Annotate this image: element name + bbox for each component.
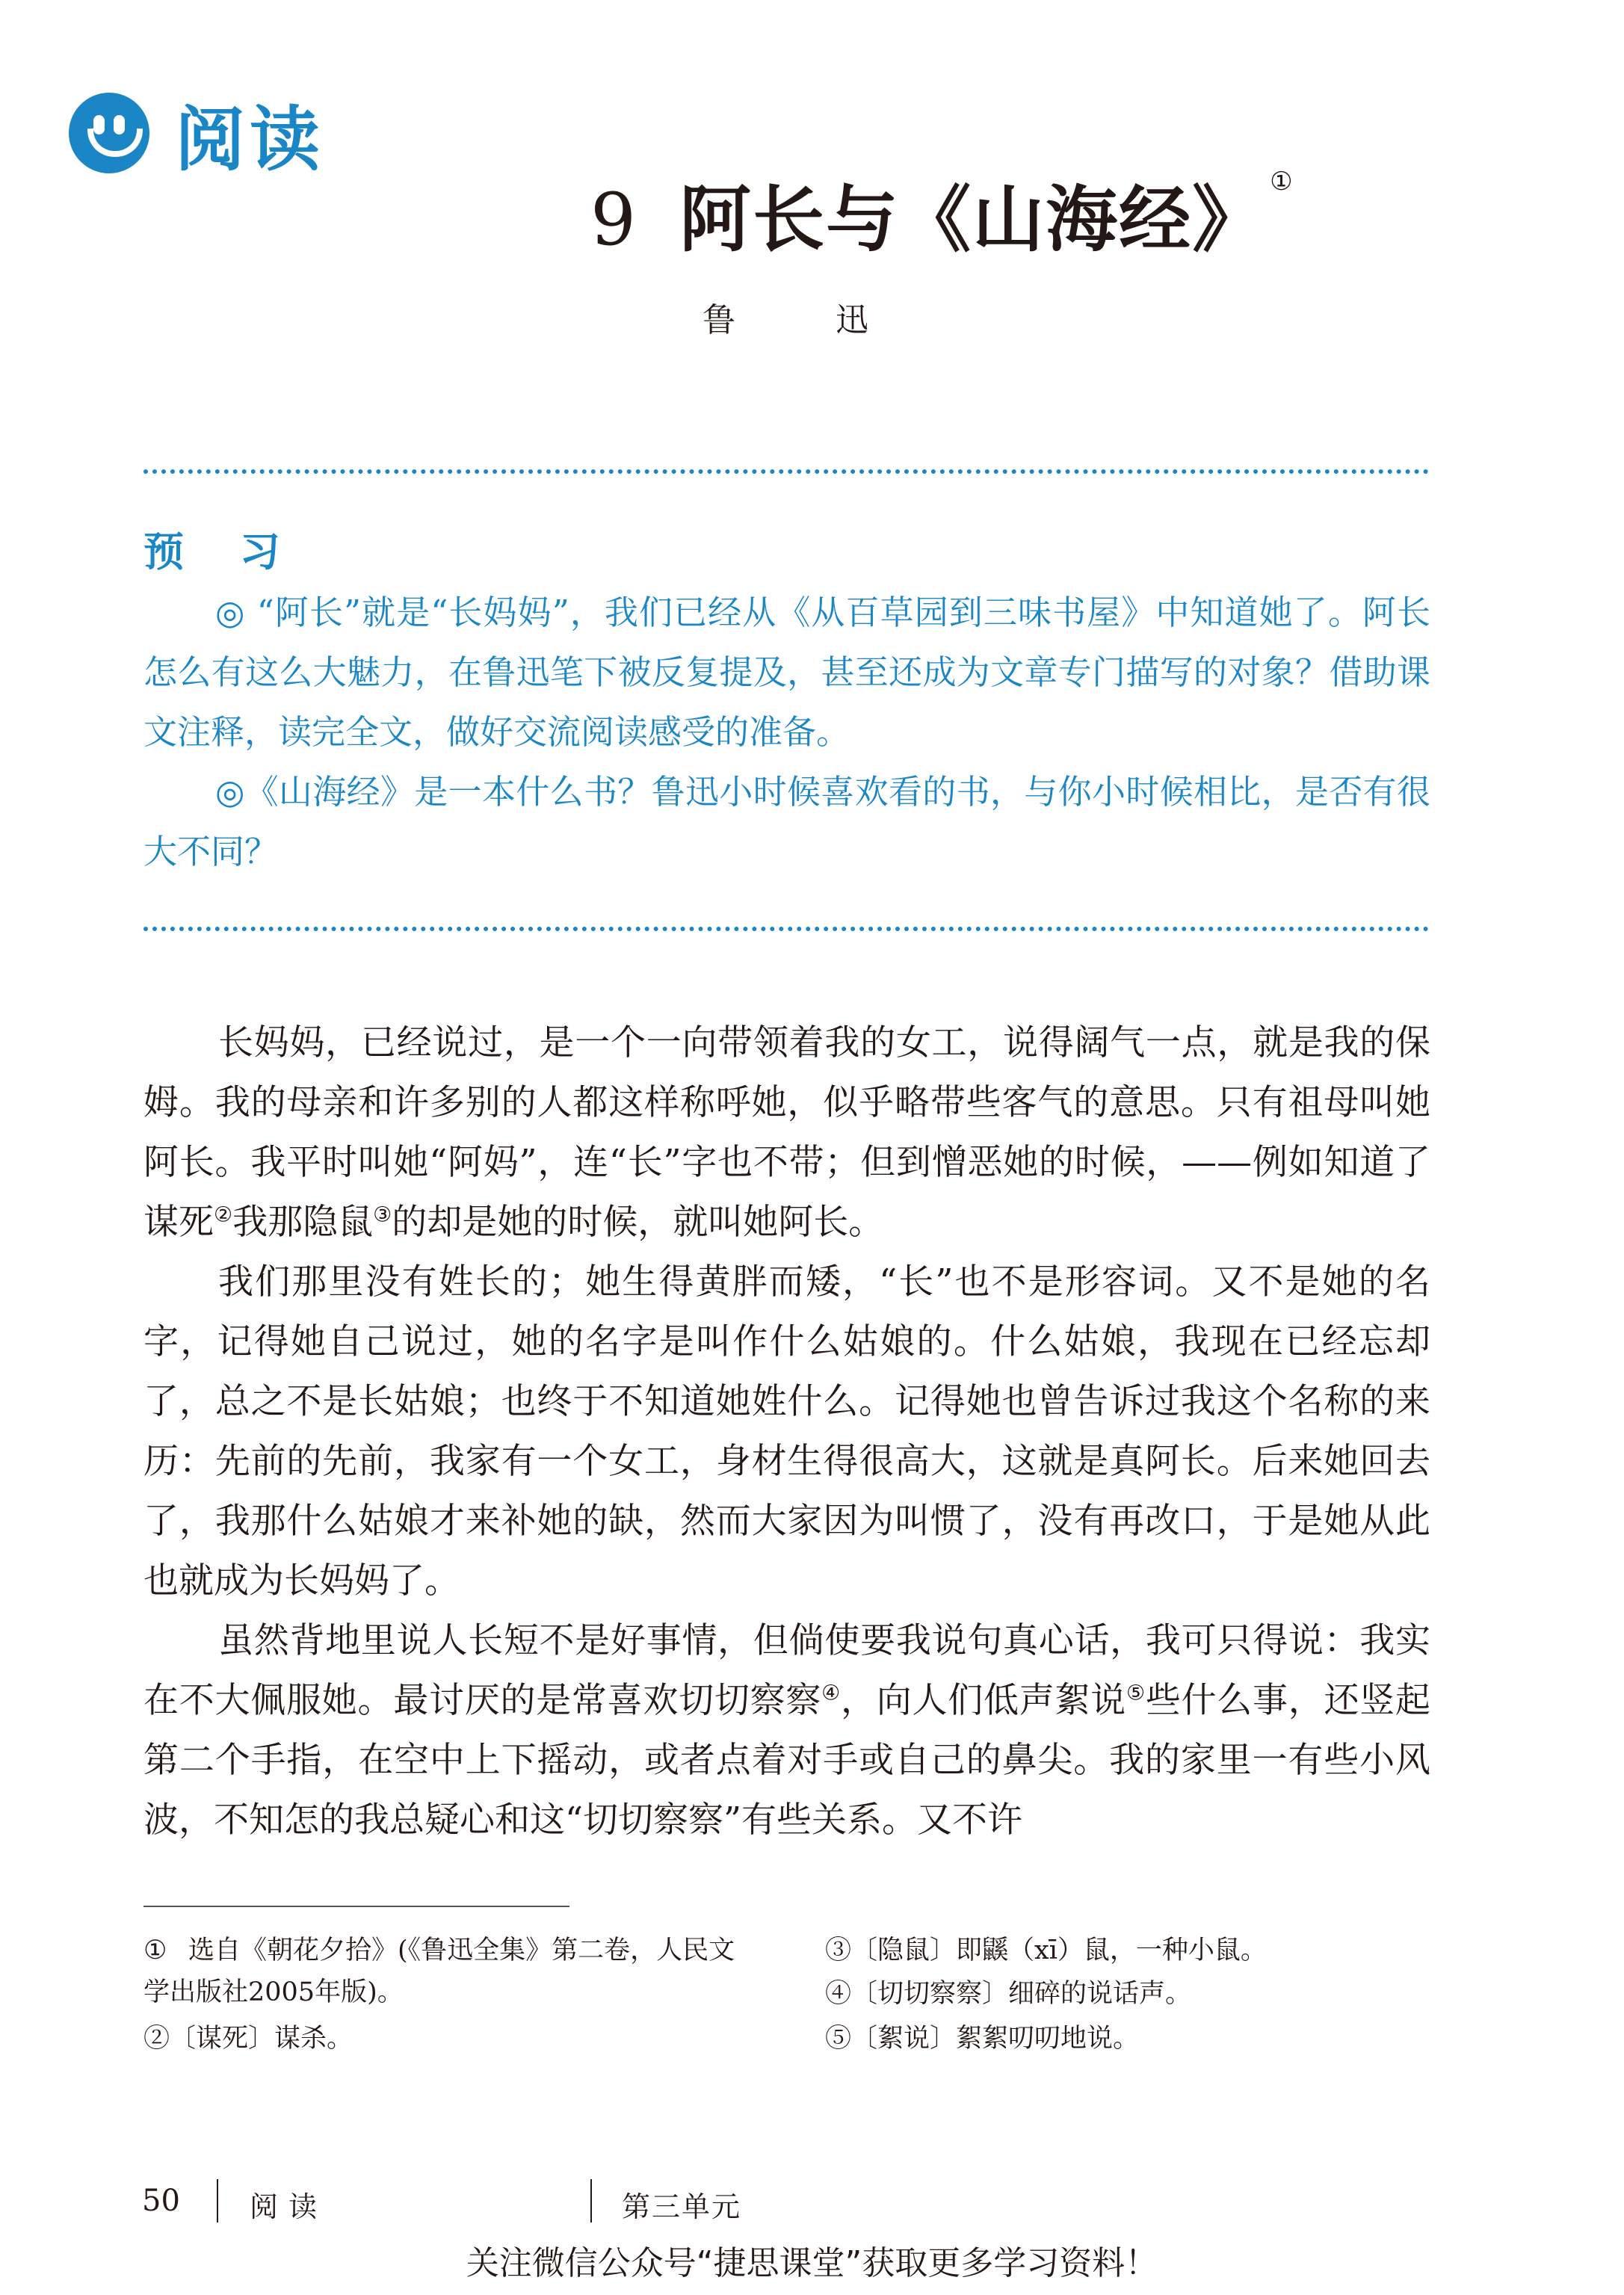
footnote-3: ③〔隐鼠〕即鼷（xī）鼠，一种小鼠。 <box>825 1936 1267 1965</box>
preview-paragraph: ◎ “阿长”就是“长妈妈”，我们已经从《从百草园到三味书屋》中知道她了。阿长怎么有这么大魅力，在鲁迅笔下被反复提及，甚至还成为文章专门描写的对象？借助课文注释，读完全文，做好交流阅读感受的准备。 <box>143 593 1430 752</box>
footnote-ref-2: ② <box>214 1202 233 1227</box>
section-title: 阅读 <box>175 99 325 181</box>
body-paragraph-1: 长妈妈，已经说过，是一个一向带领着我的女工，说得阔气一点，就是我的保姆。我的母亲和许多别的人都这样称呼她，似乎略带些客气的意思。只有祖母叫她阿长。我平时叫她“阿妈”，连“长”字也不带；但到憎恶她的时候，——例如知道了谋死②我那隐鼠③的却是她的时候，就叫她阿长。 <box>143 1022 1430 1243</box>
footnote-ref-3: ③ <box>373 1202 392 1227</box>
lesson-title <box>590 163 1294 265</box>
footer-divider <box>590 2179 592 2223</box>
smiley-icon <box>69 93 149 173</box>
footnote-ref-4: ④ <box>821 1680 841 1705</box>
preview-bottom-divider <box>143 927 1429 931</box>
author: 鲁 迅 <box>703 301 913 339</box>
footer-section: 阅读 <box>250 2190 328 2223</box>
preview-top-divider <box>143 469 1429 474</box>
preview-paragraph: ◎《山海经》是一本什么书？鲁迅小时候喜欢看的书，与你小时候相比，是否有很大不同？ <box>143 772 1430 871</box>
footnote-5: ⑤〔絮说〕絮絮叨叨地说。 <box>825 2024 1140 2054</box>
footnote-ref-5: ⑤ <box>1126 1680 1146 1705</box>
footnote-divider <box>143 1906 569 1907</box>
footer-unit: 第三单元 <box>622 2190 742 2223</box>
title-footnote-mark: ① <box>1270 167 1294 197</box>
footnote-2: ②〔谋死〕谋杀。 <box>143 2024 353 2054</box>
footer-divider <box>217 2179 218 2223</box>
section-header <box>69 81 324 185</box>
promo-text: 关注微信公众号“捷思课堂”获取更多学习资料！ <box>466 2244 1158 2282</box>
body-paragraph-3: 虽然背地里说人长短不是好事情，但倘使要我说句真心话，我可只得说：我实在不大佩服她。最讨厌的是常喜欢切切察察④，向人们低声絮说⑤些什么事，还竖起第二个手指，在空中上下摇动，或者点着对手或自己的鼻尖。我的家里一有些小风波，不知怎的我总疑心和这“切切察察”有些关系。又不许 <box>143 1620 1431 1841</box>
body-paragraph-2: 我们那里没有姓长的；她生得黄胖而矮，“长”也不是形容词。又不是她的名字，记得她自己说过，她的名字是叫作什么姑娘的。什么姑娘，我现在已经忘却了，总之不是长姑娘；也终于不知道她姓什么。记得她也曾告诉过我这个名称的来历：先前的先前，我家有一个女工，身材生得很高大，这就是真阿长。后来她回去了，我那什么姑娘才来补她的缺，然而大家因为叫惯了，没有再改口，于是她从此也就成为长妈妈了。 <box>143 1261 1430 1601</box>
lesson-title-text: 阿长与《山海经》 <box>679 177 1266 262</box>
page-number: 50 <box>142 2184 180 2218</box>
preview-heading: 预 习 <box>143 528 301 575</box>
footnote-1: ① 选自《朝花夕拾》(《鲁迅全集》第二卷，人民文学出版社2005年版)。 <box>143 1936 735 2007</box>
lesson-number: 9 <box>590 178 638 262</box>
footnote-4: ④〔切切察察〕细碎的说话声。 <box>825 1979 1192 2009</box>
